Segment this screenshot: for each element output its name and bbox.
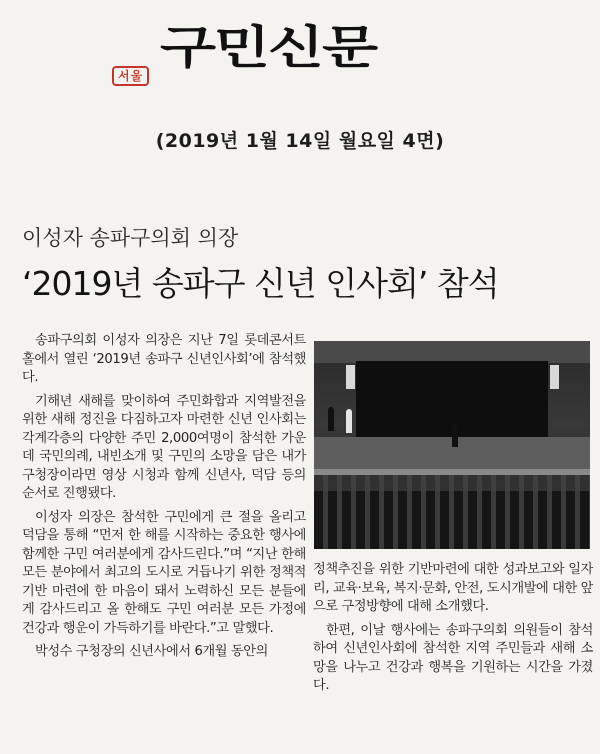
photo-person [328,407,334,431]
photo-person [346,409,352,433]
photo-ceiling [314,341,590,363]
photo-person [452,423,458,447]
photo-audience-row [314,475,590,491]
article-kicker: 이성자 송파구의회 의장 [22,226,239,250]
article-paragraph: 박성수 구청장의 신년사에서 6개월 동안의 [35,644,268,659]
article-column-right [313,561,593,701]
article-paragraph: 한편, 이날 행사에는 송파구의회 의원들이 참석하여 신년인사회에 참석한 지역 주민들과 새해 소망을 나누고 건강과 행복을 기원하는 시간을 가졌다. [313,622,593,693]
article-paragraph: 이성자 의장은 참석한 구민에게 큰 절을 올리고 덕담을 통해 “먼저 한 해를 시작하는 중요한 행사에 함께한 구민 여러분에게 감사드린다.”며 “지난 한해 모든 분야에서 최고의 도시로 거듭나기 위한 정책적 기반 마련에 한 마음이 돼서 노력하신 모든 분들에게 감사드리고 올 한해도 구민 여러분 모든 가정에 건강과 행운이 가득하기를 바란다.”고 말했다. [22,509,306,636]
article-column-left [22,332,306,667]
article-headline: ‘2019년 송파구 신년 인사회’ 참석 [22,264,499,303]
photo-flag [346,365,355,389]
article-paragraph: 송파구의회 이성자 의장은 지난 7일 롯데콘서트홀에서 열린 ‘2019년 송파구 신년인사회’에 참석했다. [22,333,306,385]
article-paragraph: 정책추진을 위한 기반마련에 대한 성과보고와 일자리, 교육·보육, 복지·문화, 안전, 도시개발에 대한 앞으로 구정방향에 대해 소개했다. [313,562,593,614]
region-badge: 서울 [112,66,149,86]
article-paragraph: 기해년 새해를 맞이하여 주민화합과 지역발전을 위한 새해 정진을 다짐하고자 마련한 신년 인사회는 각계각층의 다양한 주민 2,000여명이 참석한 가운데 국민의례, 내빈소개 및 구민의 소망을 담은 내가 구청장이라면 영상 시청과 함께 신년사, 덕담 등의 순서로 진행됐다. [22,393,306,501]
newspaper-logo: 구민신문 [160,20,377,74]
masthead [0,0,600,110]
photo-flag [550,365,559,389]
dateline: (2019년 1월 14일 월요일 4면) [155,130,445,152]
event-photo [314,341,590,549]
